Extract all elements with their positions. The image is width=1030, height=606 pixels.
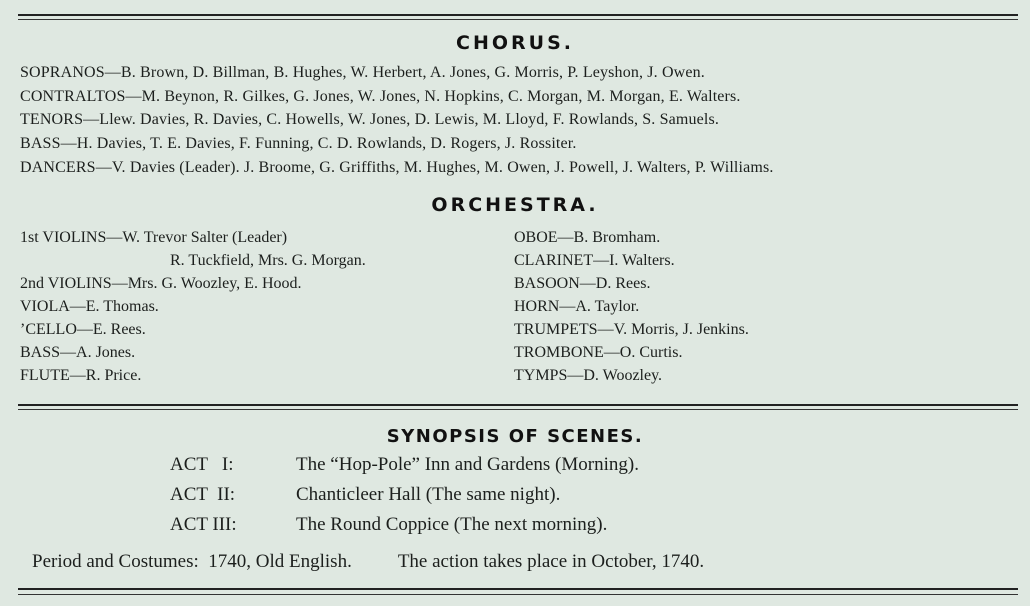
middle-rule [18,404,1018,406]
orchestra-first-violins-cont: R. Tuckfield, Mrs. G. Morgan. [170,252,366,269]
middle-rule-thin [18,409,1018,410]
orchestra-clarinet: CLARINET—I. Walters. [514,252,675,269]
chorus-heading: CHORUS. [456,32,574,54]
bottom-rule [18,588,1018,590]
orchestra-basoon: BASOON—D. Rees. [514,275,651,292]
period-costumes: Period and Costumes: 1740, Old English. [32,551,352,572]
top-rule [18,14,1018,16]
chorus-sopranos: SOPRANOS—B. Brown, D. Billman, B. Hughes, W. Herbert, A. Jones, G. Morris, P. Leyshon, J. Owen. [20,64,705,81]
orchestra-bass: BASS—A. Jones. [20,344,136,361]
act-two-scene: Chanticleer Hall (The same night). [296,484,561,505]
act-three-scene: The Round Coppice (The next morning). [296,514,608,535]
orchestra-flute: FLUTE—R. Price. [20,367,142,384]
act-one [170,454,639,476]
act-one-scene: The “Hop-Pole” Inn and Gardens (Morning). [296,454,639,475]
chorus-bass: BASS—H. Davies, T. E. Davies, F. Funning, C. D. Rowlands, D. Rogers, J. Rossiter. [20,135,577,152]
act-two-label: ACT II: [170,484,236,505]
orchestra-heading: ORCHESTRA. [431,194,599,216]
chorus-contraltos: CONTRALTOS—M. Beynon, R. Gilkes, G. Jones, W. Jones, N. Hopkins, C. Morgan, M. Morgan, E. Walters. [20,88,741,105]
act-three-label: ACT III: [170,514,237,535]
orchestra-horn: HORN—A. Taylor. [514,298,640,315]
orchestra-second-violins: 2nd VIOLINS—Mrs. G. Woozley, E. Hood. [20,275,302,292]
period-line [32,551,704,573]
orchestra-oboe: OBOE—B. Bromham. [514,229,661,246]
orchestra-tymps: TYMPS—D. Woozley. [514,367,663,384]
chorus-dancers: DANCERS—V. Davies (Leader). J. Broome, G. Griffiths, M. Hughes, M. Owen, J. Powell, J. Walters, P. Williams. [20,159,774,176]
orchestra-right-column [514,226,749,387]
act-one-label: ACT I: [170,454,234,475]
action-date: The action takes place in October, 1740. [397,551,705,572]
chorus-tenors: TENORS—Llew. Davies, R. Davies, C. Howells, W. Jones, D. Lewis, M. Lloyd, F. Rowlands, S. Samuels. [20,111,720,128]
orchestra-cello: ’CELLO—E. Rees. [20,321,146,338]
act-three [170,514,607,536]
orchestra-trumpets: TRUMPETS—V. Morris, J. Jenkins. [514,321,749,338]
orchestra-viola: VIOLA—E. Thomas. [20,298,159,315]
orchestra-left-column [20,226,366,387]
act-two [170,484,560,506]
top-rule-thin [18,19,1018,20]
synopsis-heading: SYNOPSIS OF SCENES. [386,426,644,447]
bottom-rule-thin [18,594,1018,595]
orchestra-first-violins: 1st VIOLINS—W. Trevor Salter (Leader) [20,229,288,246]
orchestra-trombone: TROMBONE—O. Curtis. [514,344,683,361]
